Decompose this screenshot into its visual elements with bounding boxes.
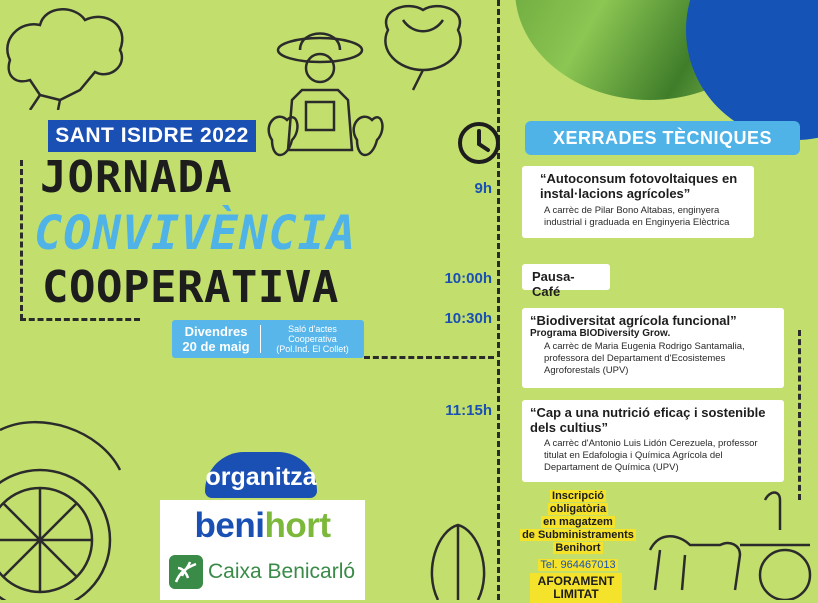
talk-description: A carrèc de Maria Eugenia Rodrigo Santamalia, professora del Departament d'Ecosistemes Agroforestals (UPV) [544, 341, 745, 376]
venue-line-2: Cooperativa [288, 334, 337, 344]
organizer-badge: organitza [205, 452, 317, 498]
blue-circle-decoration [686, 0, 818, 140]
talk-card [522, 166, 754, 238]
dashed-divider [497, 0, 500, 600]
registration-info [518, 490, 638, 572]
benihort-logo [160, 506, 365, 546]
date-venue-box [172, 320, 364, 358]
title-line-3: COOPERATIVA [42, 262, 339, 313]
venue-line-1: Saló d'actes [288, 324, 337, 334]
talk-subtitle: Programa BIODiversity Grow. [530, 328, 671, 339]
benihort-logo-a: beni [194, 506, 265, 545]
talk-card [522, 308, 784, 388]
artichoke-illustration [368, 0, 478, 95]
title-line-1: JORNADA [40, 152, 233, 203]
date-block [172, 324, 260, 354]
orange-illustration [0, 410, 160, 600]
event-year-badge: SANT ISIDRE 2022 [48, 120, 256, 152]
registration-phone: Tel. 964467013 [540, 559, 616, 571]
registration-line-3: en magatzem [543, 516, 613, 528]
venue-block [261, 324, 364, 354]
dashed-right-line [798, 330, 801, 500]
registration-line-2: obligatòria [549, 503, 607, 515]
talk-title: “Autoconsum fotovoltaiques en instal·lacions agrícoles” [540, 171, 738, 201]
technical-talks-header: XERRADES TÈCNIQUES [525, 121, 800, 155]
talk-time: 9h [474, 180, 492, 197]
title-line-2: CONVIVÈNCIA [34, 206, 357, 261]
talk-description: A carrèc de Pilar Bono Altabas, enginyera industrial i graduada en Enginyeria Elèctrica [544, 205, 730, 228]
dashed-left-hline [20, 318, 140, 321]
talk-time: 11:15h [445, 402, 492, 419]
talk-title: “Biodiversitat agrícola funcional” [530, 313, 737, 328]
talk-time: 10:30h [444, 310, 492, 327]
dashed-left-line [20, 160, 23, 320]
talk-description: A carrèc d'Antonio Luis Lidón Cerezuela, professor titulat en Edafologia i Química Agrícola del Departament de Química (UPV) [544, 438, 758, 473]
caixa-benicarlo-icon [168, 554, 204, 590]
broccoli-illustration [0, 0, 140, 110]
lettuce-illustration [418, 520, 498, 600]
registration-line-5: Benihort [555, 542, 601, 554]
talk-title: “Cap a una nutrició eficaç i sostenible dels cultius” [530, 405, 766, 435]
capacity-notice: AFORAMENT LIMITAT [530, 573, 622, 603]
sponsor-logos-box [160, 500, 365, 600]
date-label: 20 de maig [182, 339, 250, 354]
break-time: 10:00h [444, 270, 492, 287]
break-card [522, 264, 610, 299]
clock-icon [456, 120, 502, 166]
break-title: Pausa-Café [532, 269, 575, 299]
horse-cart-illustration [640, 490, 818, 600]
day-label: Divendres [184, 324, 248, 339]
registration-line-1: Inscripció [552, 490, 604, 502]
benihort-logo-b: hort [264, 506, 331, 545]
caixa-benicarlo-logo: Caixa Benicarló [208, 560, 356, 583]
venue-line-3: (Pol.Ind. El Collet) [276, 344, 349, 354]
dashed-mid-hline [364, 356, 494, 359]
talk-card [522, 400, 784, 482]
registration-line-4: de Subministraments [522, 529, 634, 541]
